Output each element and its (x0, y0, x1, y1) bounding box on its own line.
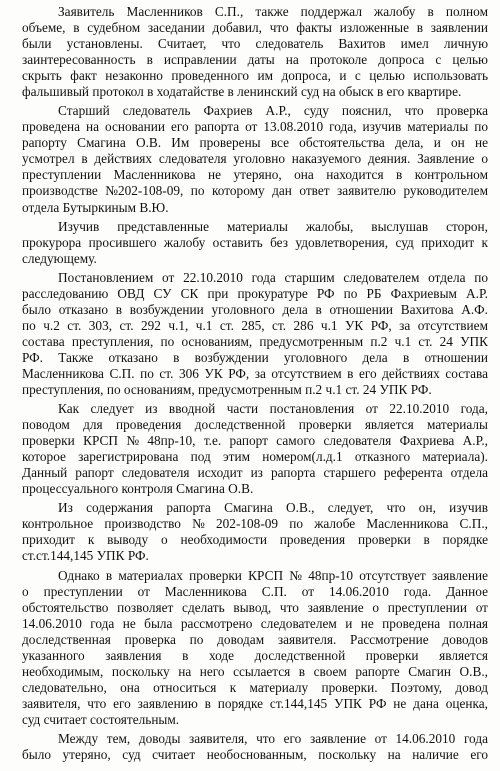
text-line: следующему. (22, 251, 97, 266)
text-line: процессуального контроля Смагина О.В. (22, 481, 254, 496)
text-line: отдела Бутыркиным В.Ю. (22, 200, 169, 215)
text-line: прокурора просившего жалобу оставить без удовлетворения, суд приходит к (22, 235, 489, 250)
text-line: скрыть факт незаконно проведенного им допроса, и с целью использовать (22, 68, 489, 83)
text-line: Однако в материалах проверки КРСП № 48пр-10 отсутствует заявление (58, 568, 488, 583)
text-line: Данный рапорт следователя исходит из рапорта старшего референта отдела (22, 465, 488, 480)
text-line: приходит к выводу о необходимости проведения проверки в порядке (22, 532, 488, 547)
text-line: фальшивый протокол в ходатайстве в ленинский суд на обыск в его квартире. (22, 84, 462, 99)
text-line: Между тем, доводы заявителя, что его заявление от 14.06.2010 года (58, 731, 488, 746)
text-line: РФ. Также отказано в возбуждении уголовного дела в отношении (22, 350, 488, 365)
text-line: производстве №202-108-09, по которому дан ответ заявителю руководителем (22, 183, 488, 198)
text-line: которое зарегистрирована под этим номером(л.д.1 отказного материала). (22, 449, 488, 464)
text-line: доследственная проверка по доводам заявителя. Рассмотрение доводов (22, 632, 488, 647)
text-line: преступлении Масленникова не утеряно, она находится в контрольном (22, 167, 488, 182)
text-line: усмотрел в действиях следователя уголовно наказуемого деяния. Заявление о (22, 151, 488, 166)
text-line: объеме, в судебном заседании добавил, что факты изложенные в заявлении (22, 20, 488, 35)
text-line: расследованию ОВД СУ СК при прокуратуре РФ по РБ Фахриевым А.Р. (22, 286, 488, 301)
text-line: Заявитель Масленников С.П., также поддержал жалобу в полном (58, 4, 488, 19)
text-line: состава преступления, по основаниям, предусмотренным п.2 ч.1 ст. 24 УПК (22, 334, 488, 349)
text-line: 14.06.2010 года не была рассмотрено следователем и не проведена полная (22, 616, 488, 631)
text-line: были установлены. Считает, что следователь Вахитов имел личную (22, 36, 488, 51)
text-line: Изучив представленные материалы жалобы, выслушав сторон, (58, 219, 488, 234)
text-line: было утеряно, суд считает необоснованным, поскольку на наличие его (22, 747, 488, 762)
text-line: поводом для проведения доследственной проверки является материалы (22, 417, 488, 432)
text-line: по ч.2 ст. 303, ст. 292 ч.1, ч.1 ст. 285, ст. 286 ч.1 УК РФ, за отсутствием (22, 318, 488, 333)
text-line: рапорту Смагина О.В. Им проверены все обстоятельства дела, и он не (22, 135, 488, 150)
text-line: ст.ст.144,145 УПК РФ. (22, 548, 149, 563)
text-line: заявителя, что его заявлению в порядке ст.144,145 УПК РФ не дана оценка, (22, 696, 488, 711)
text-line: Масленникова С.П. по ст. 306 УК РФ, за отсутствием в его действиях состава (22, 366, 488, 381)
text-line: преступления, по основаниям, предусмотренным п.2 ч.1 ст. 24 УПК РФ. (22, 382, 432, 397)
text-line: было отказано в возбуждении уголовного дела в отношении Вахитова А.Ф. (22, 302, 488, 317)
text-line: проведена на основании его рапорта от 13.08.2010 года, изучив материалы по (22, 119, 488, 134)
text-line: проверки КРСП № 48пр-10, т.е. рапорт самого следователя Фахриева А.Р., (22, 433, 488, 448)
text-line: о преступлении от Масленникова С.П. от 14.06.2010 года. Данное (22, 584, 488, 599)
text-line: следовательно, она относиться к материалу проверки. Поэтому, довод (22, 680, 488, 695)
text-line: указанного заявления в ходе доследственной проверки является (22, 648, 488, 663)
text-line: Постановлением от 22.10.2010 года старшим следователем отдела по (58, 270, 488, 285)
text-line: необходимым, поскольку на него ссылается в своем рапорте Смагин О.В., (22, 664, 488, 679)
text-line: обстоятельство позволяет сделать вывод, что заявление о преступлении от (22, 600, 488, 615)
text-line: Старший следователь Фахриев А.Р., суду пояснил, что проверка (58, 103, 489, 118)
text-line: заинтересованность в исправлении даты на протоколе допроса с целью (22, 52, 488, 67)
text-line: Из содержания рапорта Смагина О.В., следует, что он, изучив (58, 500, 488, 515)
text-line: Как следует из вводной части постановления от 22.10.2010 года, (58, 401, 488, 416)
text-line: суд считает состоятельным. (22, 712, 180, 727)
text-line: контрольное производство № 202-108-09 по жалобе Масленникова С.П., (22, 516, 488, 531)
